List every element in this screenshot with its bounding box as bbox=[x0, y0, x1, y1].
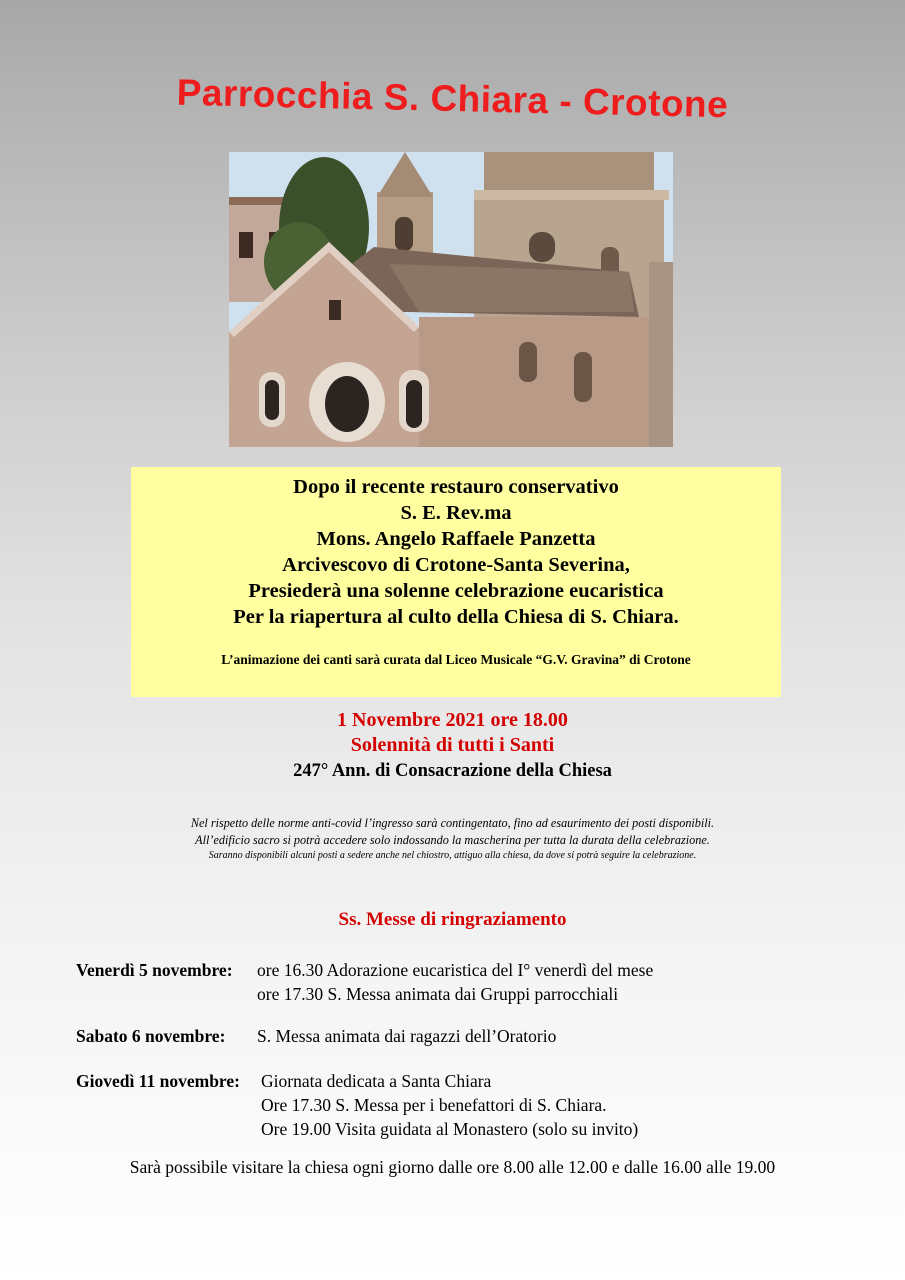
church-photo bbox=[229, 152, 673, 447]
announcement-text bbox=[131, 467, 781, 630]
event-details bbox=[0, 708, 905, 785]
announcement-line: Per la riapertura al culto della Chiesa di S. Chiara. bbox=[233, 606, 679, 628]
schedule-item: Giornata dedicata a Santa Chiara bbox=[261, 1071, 492, 1091]
schedule-day: Sabato 6 novembre: bbox=[76, 1026, 226, 1046]
announcement-line: Dopo il recente restauro conservativo bbox=[293, 476, 619, 498]
schedule-item: Ore 19.00 Visita guidata al Monastero (solo su invito) bbox=[261, 1119, 639, 1139]
schedule-item: S. Messa animata dai ragazzi dell’Oratorio bbox=[257, 1026, 557, 1046]
schedule-item: Ore 17.30 S. Messa per i benefattori di S. Chiara. bbox=[261, 1095, 607, 1115]
announcement-line: Mons. Angelo Raffaele Panzetta bbox=[316, 528, 596, 550]
music-note: L’animazione dei canti sarà curata dal Liceo Musicale “G.V. Gravina” di Crotone bbox=[221, 652, 691, 667]
schedule-day: Giovedì 11 novembre: bbox=[76, 1071, 240, 1091]
event-date-time: 1 Novembre 2021 ore 18.00 bbox=[337, 709, 568, 731]
announcement-box bbox=[131, 467, 781, 697]
masses-heading: Ss. Messe di ringraziamento bbox=[338, 909, 567, 930]
announcement-line: Arcivescovo di Crotone-Santa Severina, bbox=[282, 554, 630, 576]
schedule-item: ore 17.30 S. Messa animata dai Gruppi parrocchiali bbox=[257, 984, 619, 1004]
notice-line: Saranno disponibili alcuni posti a sedere anche nel chiostro, attiguo alla chiesa, da dove si potrà seguire la celebrazione. bbox=[208, 850, 697, 861]
announcement-line: S. E. Rev.ma bbox=[400, 502, 512, 524]
event-anniversary: 247° Ann. di Consacrazione della Chiesa bbox=[293, 761, 612, 781]
poster-title: Parrocchia S. Chiara - Crotone bbox=[176, 71, 729, 126]
schedule-day: Venerdì 5 novembre: bbox=[76, 960, 233, 980]
notice-line: Nel rispetto delle norme anti-covid l’ingresso sarà contingentato, fino ad esaurimento dei posti disponibili. bbox=[190, 816, 715, 830]
event-feast: Solennità di tutti i Santi bbox=[350, 734, 555, 756]
announcement-line: Presiederà una solenne celebrazione eucaristica bbox=[248, 580, 664, 602]
schedule-item: ore 16.30 Adorazione eucaristica del I° venerdì del mese bbox=[257, 960, 654, 980]
visiting-hours: Sarà possibile visitare la chiesa ogni giorno dalle ore 8.00 alle 12.00 e dalle 16.00 alle 19.00 bbox=[129, 1157, 776, 1177]
covid-notice bbox=[0, 815, 905, 863]
notice-line: All’edificio sacro si potrà accedere solo indossando la mascherina per tutta la durata della celebrazione. bbox=[195, 833, 710, 847]
